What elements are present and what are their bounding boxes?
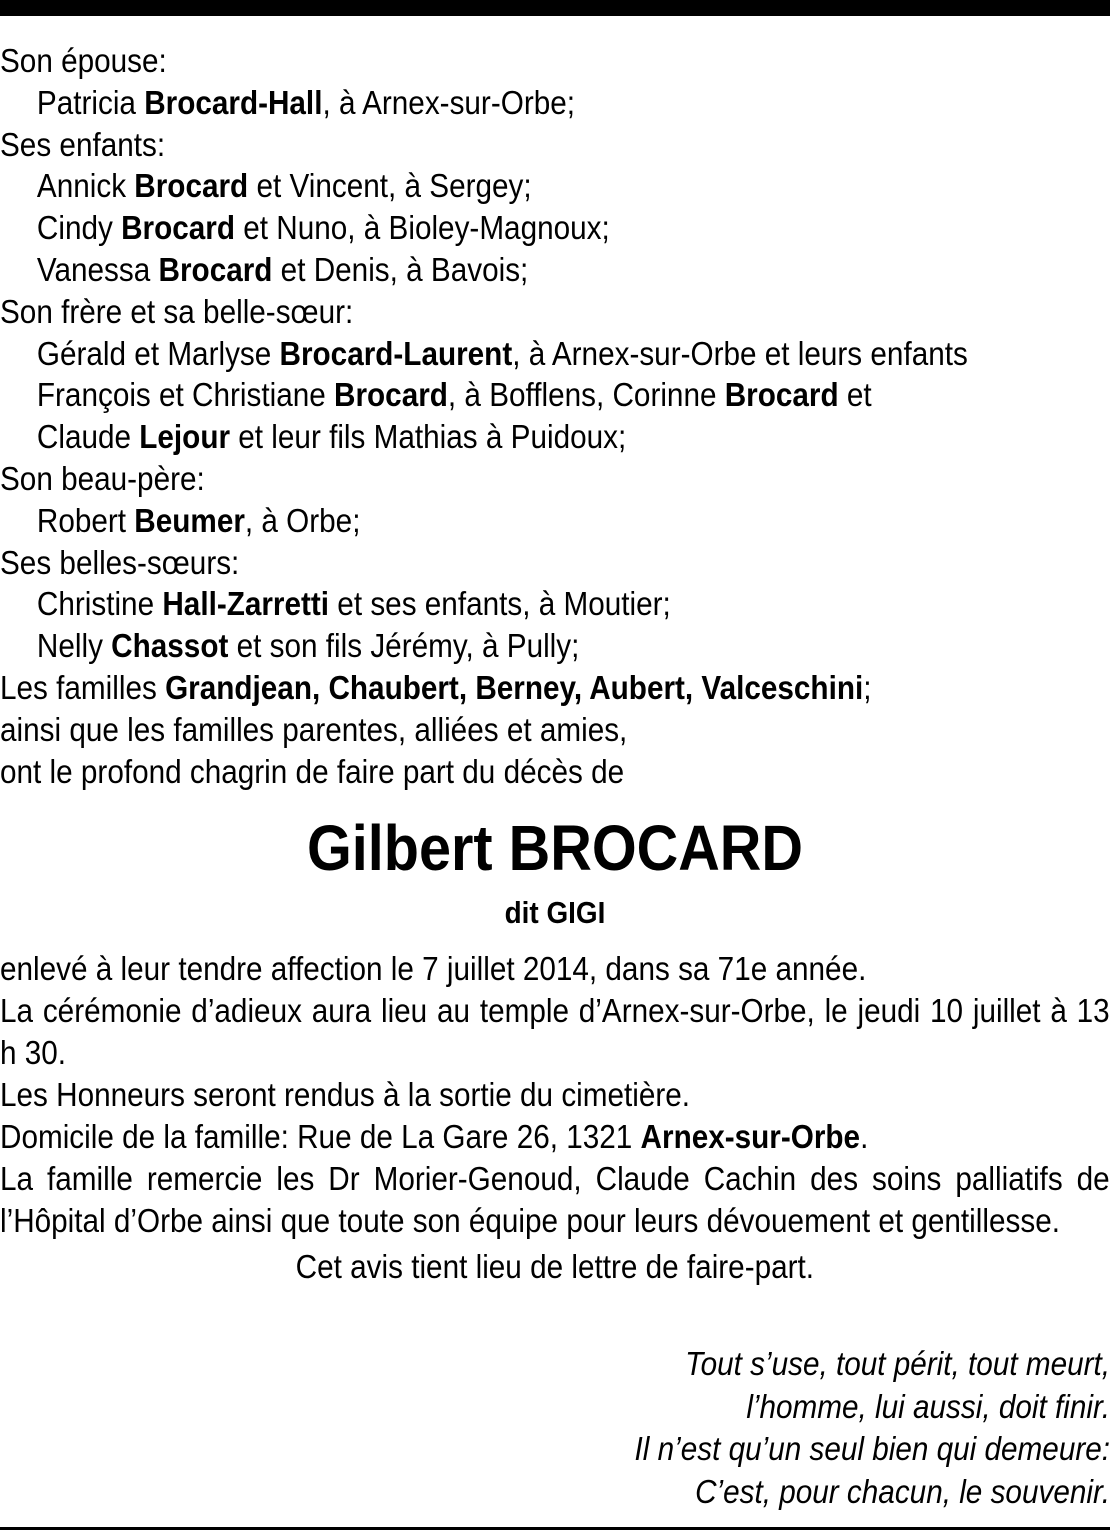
- frere-label: Son frère et sa belle-sœur:: [0, 292, 354, 330]
- poem-line-2: l’homme, lui aussi, doit finir.: [746, 1387, 1110, 1425]
- poem-line-4: C’est, pour chacun, le souvenir.: [695, 1472, 1110, 1510]
- frere-line-3: Claude Lejour et leur fils Mathias à Puidoux;: [36, 418, 627, 456]
- frere-line-2: François et Christiane Brocard, à Bofflens, Corinne Brocard et: [36, 376, 872, 414]
- honneurs-line: Les Honneurs seront rendus à la sortie du cimetière.: [0, 1076, 691, 1113]
- poem-line-3: Il n’est qu’un seul bien qui demeure:: [634, 1430, 1110, 1467]
- poem: [0, 1343, 1110, 1513]
- domicile-line: Domicile de la famille: Rue de La Gare 26, 1321 Arnex-sur-Orbe.: [0, 1118, 869, 1155]
- bellesoeur-line-1: Christine Hall-Zarretti et ses enfants, à Moutier;: [36, 585, 671, 623]
- bellesoeur-line-2: Nelly Chassot et son fils Jérémy, à Pully;: [36, 627, 580, 665]
- poem-line-1: Tout s’use, tout périt, tout meurt,: [685, 1345, 1110, 1382]
- epouse-line: Patricia Brocard-Hall, à Arnex-sur-Orbe;: [36, 83, 576, 121]
- announcement-body: [0, 948, 1110, 1288]
- epouse-label: Son épouse:: [0, 42, 167, 79]
- ainsi-line: ainsi que les familles parentes, alliées et amies,: [0, 710, 628, 748]
- top-rule: [0, 0, 1110, 16]
- ceremonie-paragraph: La cérémonie d’adieux aura lieu au temple d’Arnex-sur-Orbe, le jeudi 10 juillet à 13 h 30.: [0, 992, 1110, 1071]
- enfant-line-2: Cindy Brocard et Nuno, à Bioley-Magnoux;: [36, 209, 610, 247]
- family-list: [0, 40, 999, 792]
- beaupere-label: Son beau-père:: [0, 459, 205, 497]
- enfant-line-1: Annick Brocard et Vincent, à Sergey;: [36, 167, 532, 205]
- familles-line: Les familles Grandjean, Chaubert, Berney, Aubert, Valceschini;: [0, 668, 872, 706]
- chagrin-line: ont le profond chagrin de faire part du décès de: [0, 752, 625, 790]
- enleve-line: enlevé à leur tendre affection le 7 juillet 2014, dans sa 71e année.: [0, 950, 867, 987]
- enfant-line-3: Vanessa Brocard et Denis, à Bavois;: [36, 250, 529, 288]
- bottom-rule: [0, 1527, 1110, 1530]
- bellessoeurs-label: Ses belles-sœurs:: [0, 543, 240, 581]
- deceased-name: Gilbert BROCARD: [306, 812, 804, 884]
- beaupere-line: Robert Beumer, à Orbe;: [36, 501, 361, 539]
- deceased-nickname: dit GIGI: [504, 895, 606, 930]
- frere-line-1: Gérald et Marlyse Brocard-Laurent, à Arnex-sur-Orbe et leurs enfants: [36, 334, 968, 372]
- avis-line: Cet avis tient lieu de lettre de faire-part.: [295, 1248, 815, 1285]
- enfants-label: Ses enfants:: [0, 125, 166, 163]
- remerciements-paragraph: La famille remercie les Dr Morier-Genoud, Claude Cachin des soins palliatifs de l’Hôpital d’Orbe ainsi que toute son équipe pour leurs dévouement et gentillesse.: [0, 1160, 1110, 1239]
